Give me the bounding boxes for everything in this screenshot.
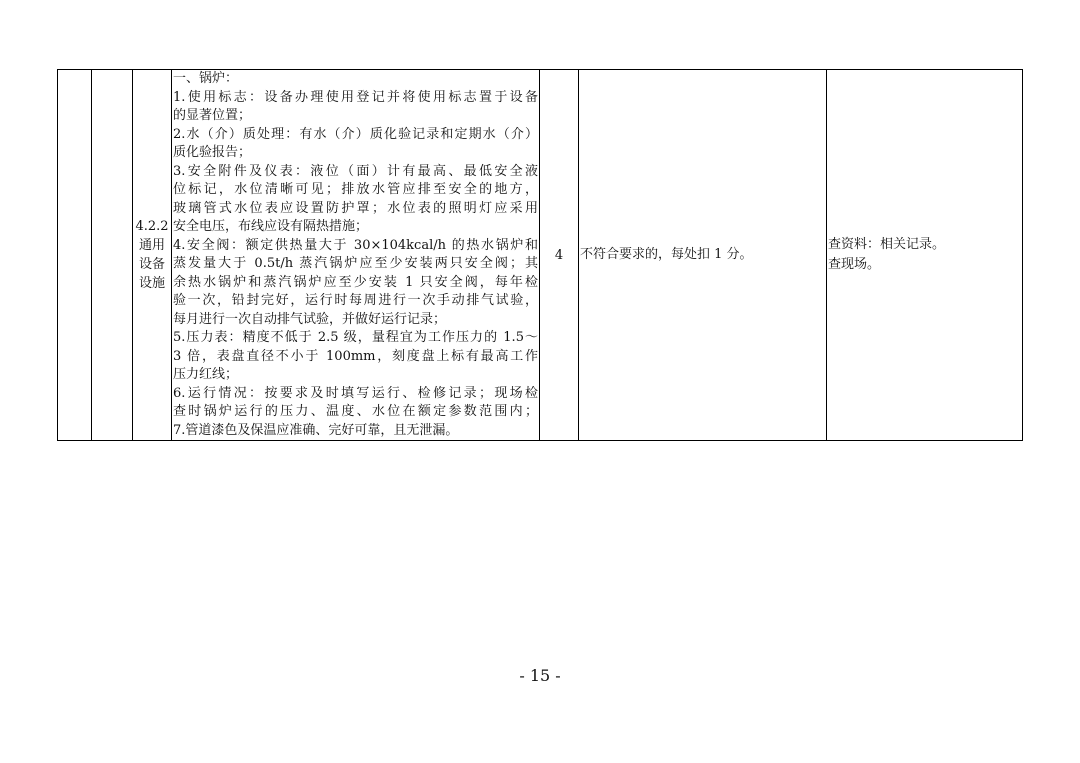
deduction-method-text: 不符合要求的，每处扣 1 分。 [580, 247, 753, 262]
content-line: 6.运行情况：按要求及时填写运行、检修记录；现场检 [173, 385, 538, 401]
content-line: 7.管道漆色及保温应准确、完好可靠，且无泄漏。 [173, 422, 459, 438]
score-cell [540, 70, 579, 441]
check-method-line: 查现场。 [828, 257, 881, 272]
item-name-line: 设施 [138, 276, 165, 291]
content-line: 3.安全附件及仪表：液位（面）计有最高、最低安全液 [173, 163, 538, 179]
content-line: 2.水（介）质处理：有水（介）质化验记录和定期水（介） [173, 126, 538, 142]
requirement-content-cell [172, 70, 540, 441]
item-number-cell [133, 70, 172, 441]
check-method-cell [827, 70, 1023, 441]
content-line: 5.压力表：精度不低于 2.5 级，量程宜为工作压力的 1.5～ [173, 330, 538, 345]
inspection-standard-table [57, 69, 1023, 441]
content-line: 压力红线； [173, 367, 239, 382]
score-value: 4 [554, 247, 564, 263]
content-line: 查时锅炉运行的压力、温度、水位在额定参数范围内； [173, 404, 538, 419]
item-number: 4.2.2 [135, 219, 169, 234]
content-line: 1.使用标志：设备办理使用登记并将使用标志置于设备 [173, 89, 538, 105]
content-line: 3 倍，表盘直径不小于 100mm，刻度盘上标有最高工作 [173, 348, 538, 364]
category-cell [58, 70, 92, 441]
content-line: 余热水锅炉和蒸汽锅炉应至少安装 1 只安全阀，每年检 [173, 274, 538, 290]
content-line: 的显著位置； [173, 108, 252, 123]
content-line: 4.安全阀：额定供热量大于 30×104kcal/h 的热水锅炉和 [173, 237, 538, 253]
content-line: 玻璃管式水位表应设置防护罩；水位表的照明灯应采用 [173, 200, 538, 216]
page-number: - 15 - [519, 666, 561, 685]
subcategory-cell [92, 70, 133, 441]
content-line: 质化验报告； [173, 145, 252, 160]
deduction-method-cell [579, 70, 827, 441]
content-heading: 一、锅炉： [173, 71, 239, 86]
content-line: 蒸发量大于 0.5t/h 蒸汽锅炉应至少安装两只安全阀；其 [173, 256, 538, 271]
item-name-line: 通用 [138, 238, 165, 253]
item-name-line: 设备 [138, 257, 165, 272]
content-line: 位标记，水位清晰可见；排放水管应排至安全的地方， [173, 182, 538, 197]
content-line: 安全电压，布线应设有隔热措施； [173, 219, 369, 234]
content-line: 验一次，铅封完好，运行时每周进行一次手动排气试验， [173, 293, 538, 308]
check-method-line: 查资料：相关记录。 [828, 237, 946, 252]
content-line: 每月进行一次自动排气试验，并做好运行记录； [173, 311, 447, 327]
table-row [58, 70, 1023, 441]
